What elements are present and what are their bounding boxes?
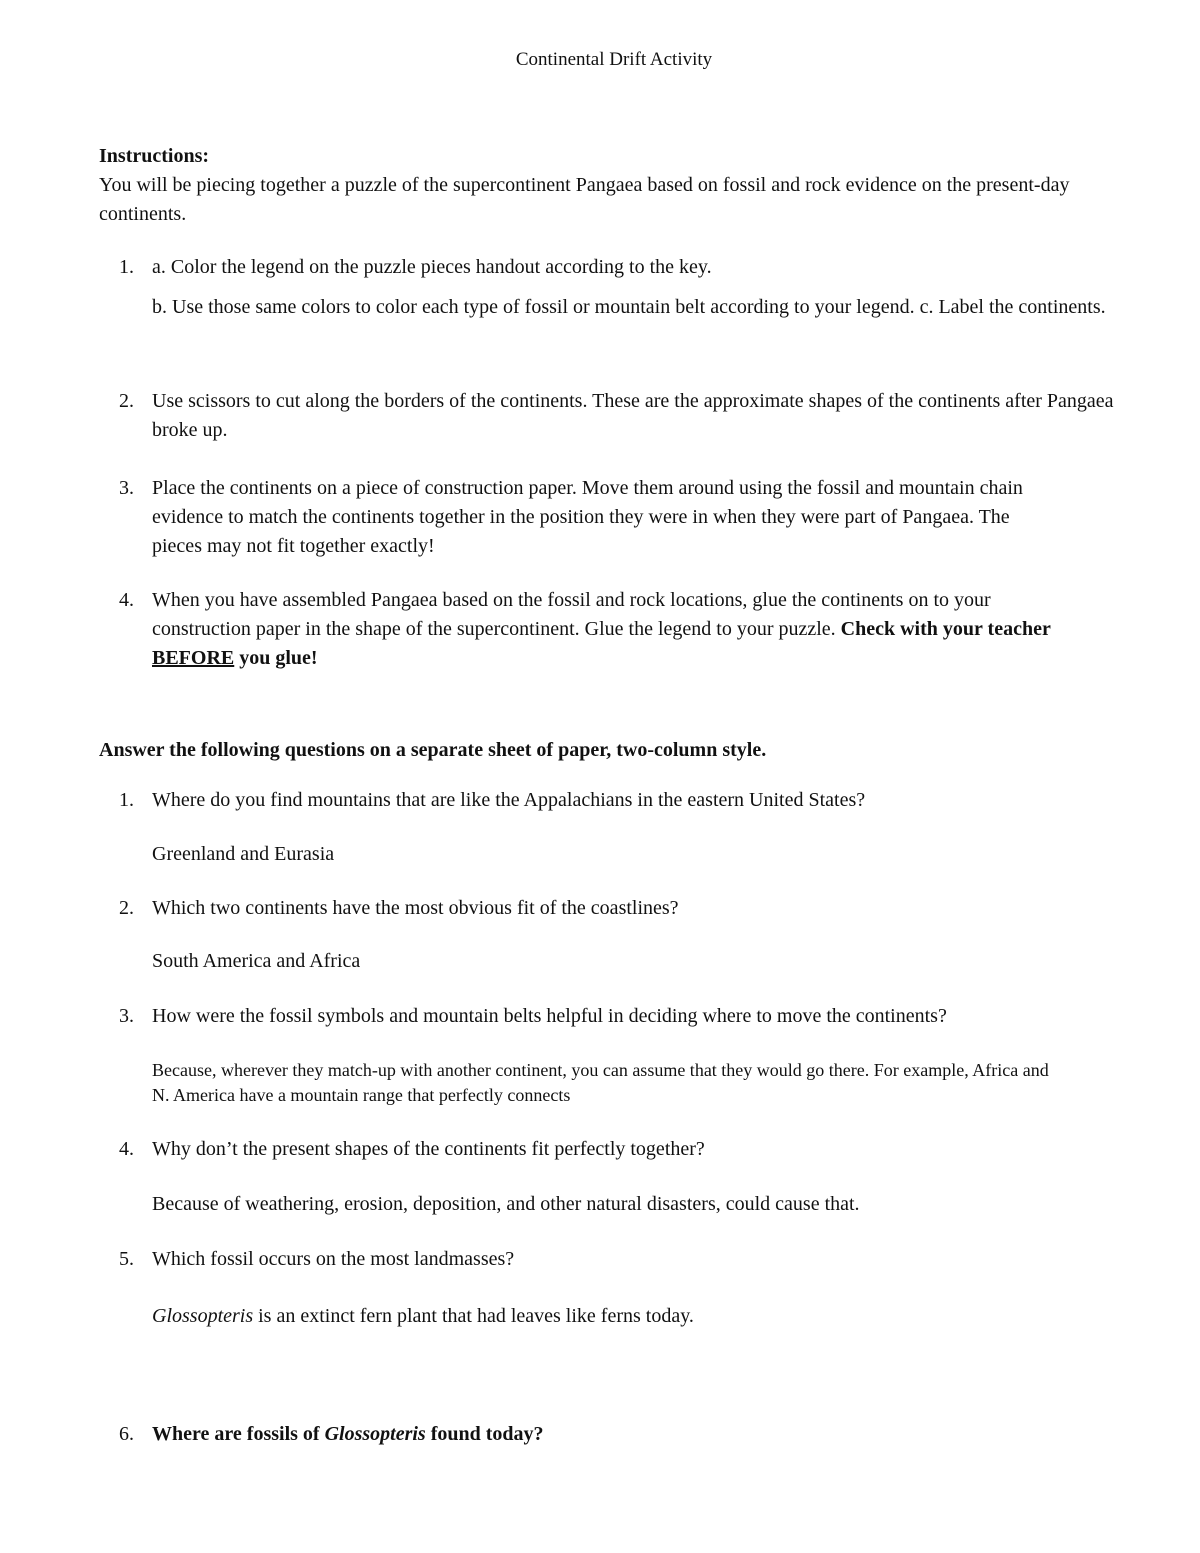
question-text: How were the fossil symbols and mountain belts helpful in deciding where to move the continents? bbox=[152, 1005, 947, 1027]
step-number: 2. bbox=[119, 390, 134, 412]
step-text: Use scissors to cut along the borders of the continents. These are the approximate shapes of the continents after Pangaea broke up. bbox=[152, 390, 1114, 441]
before-emphasis: BEFORE bbox=[152, 647, 235, 669]
you-glue: you glue! bbox=[239, 647, 318, 669]
step-1a-text: a. Color the legend on the puzzle pieces handout according to the key. bbox=[152, 256, 712, 278]
answer-1: Greenland and Eurasia bbox=[152, 843, 335, 865]
step-1b-text: b. Use those same colors to color each type of fossil or mountain belt according to your legend. c. Label the continents. bbox=[152, 296, 1106, 318]
instructions-heading: Instructions: bbox=[99, 145, 210, 167]
answer-4: Because of weathering, erosion, deposition, and other natural disasters, could cause that. bbox=[152, 1193, 860, 1215]
question-6-part-2: found today? bbox=[425, 1423, 544, 1445]
question-number: 1. bbox=[119, 789, 134, 811]
question-text bbox=[152, 1420, 1142, 1449]
step-text: Place the continents on a piece of construction paper. Move them around using the fossil and mountain chain evidence to match the continents together in the position they were in when they were part of Pangaea. The pieces may not fit together exactly! bbox=[152, 477, 1023, 557]
question-number: 4. bbox=[119, 1138, 134, 1160]
question-number: 6. bbox=[119, 1423, 134, 1445]
answer-2: South America and Africa bbox=[152, 950, 361, 972]
question-number: 2. bbox=[119, 897, 134, 919]
questions-heading: Answer the following questions on a separate sheet of paper, two-column style. bbox=[99, 739, 767, 761]
answer-5-rest: is an extinct fern plant that had leaves like ferns today. bbox=[253, 1305, 694, 1327]
answer-5 bbox=[152, 1302, 1112, 1331]
check-with-teacher: Check with your teacher bbox=[840, 618, 1051, 640]
document-title: Continental Drift Activity bbox=[515, 49, 713, 70]
glossopteris-term: Glossopteris bbox=[152, 1305, 254, 1327]
question-number: 3. bbox=[119, 1005, 134, 1027]
question-text: Why don’t the present shapes of the continents fit perfectly together? bbox=[152, 1138, 705, 1160]
instructions-intro: You will be piecing together a puzzle of the supercontinent Pangaea based on fossil and rock evidence on the present-day continents. bbox=[99, 174, 1070, 225]
question-text: Which two continents have the most obvious fit of the coastlines? bbox=[152, 897, 679, 919]
step-number: 4. bbox=[119, 589, 134, 611]
answer-3: Because, wherever they match-up with another continent, you can assume that they would go there. For example, Africa and N. America have a mountain range that perfectly connects bbox=[152, 1060, 1049, 1105]
step-number: 3. bbox=[119, 477, 134, 499]
question-text: Where do you find mountains that are like the Appalachians in the eastern United States? bbox=[152, 789, 866, 811]
step-4-text: When you have assembled Pangaea based on the fossil and rock locations, glue the continents on to your construction paper in the shape of the supercontinent. Glue the legend to your puzzle. bbox=[152, 589, 991, 640]
step-number: 1. bbox=[119, 256, 134, 278]
glossopteris-term: Glossopteris bbox=[324, 1423, 426, 1445]
step-text bbox=[152, 586, 1092, 673]
question-text: Which fossil occurs on the most landmasses? bbox=[152, 1248, 515, 1270]
question-6-part-1: Where are fossils of bbox=[152, 1423, 325, 1445]
question-number: 5. bbox=[119, 1248, 134, 1270]
